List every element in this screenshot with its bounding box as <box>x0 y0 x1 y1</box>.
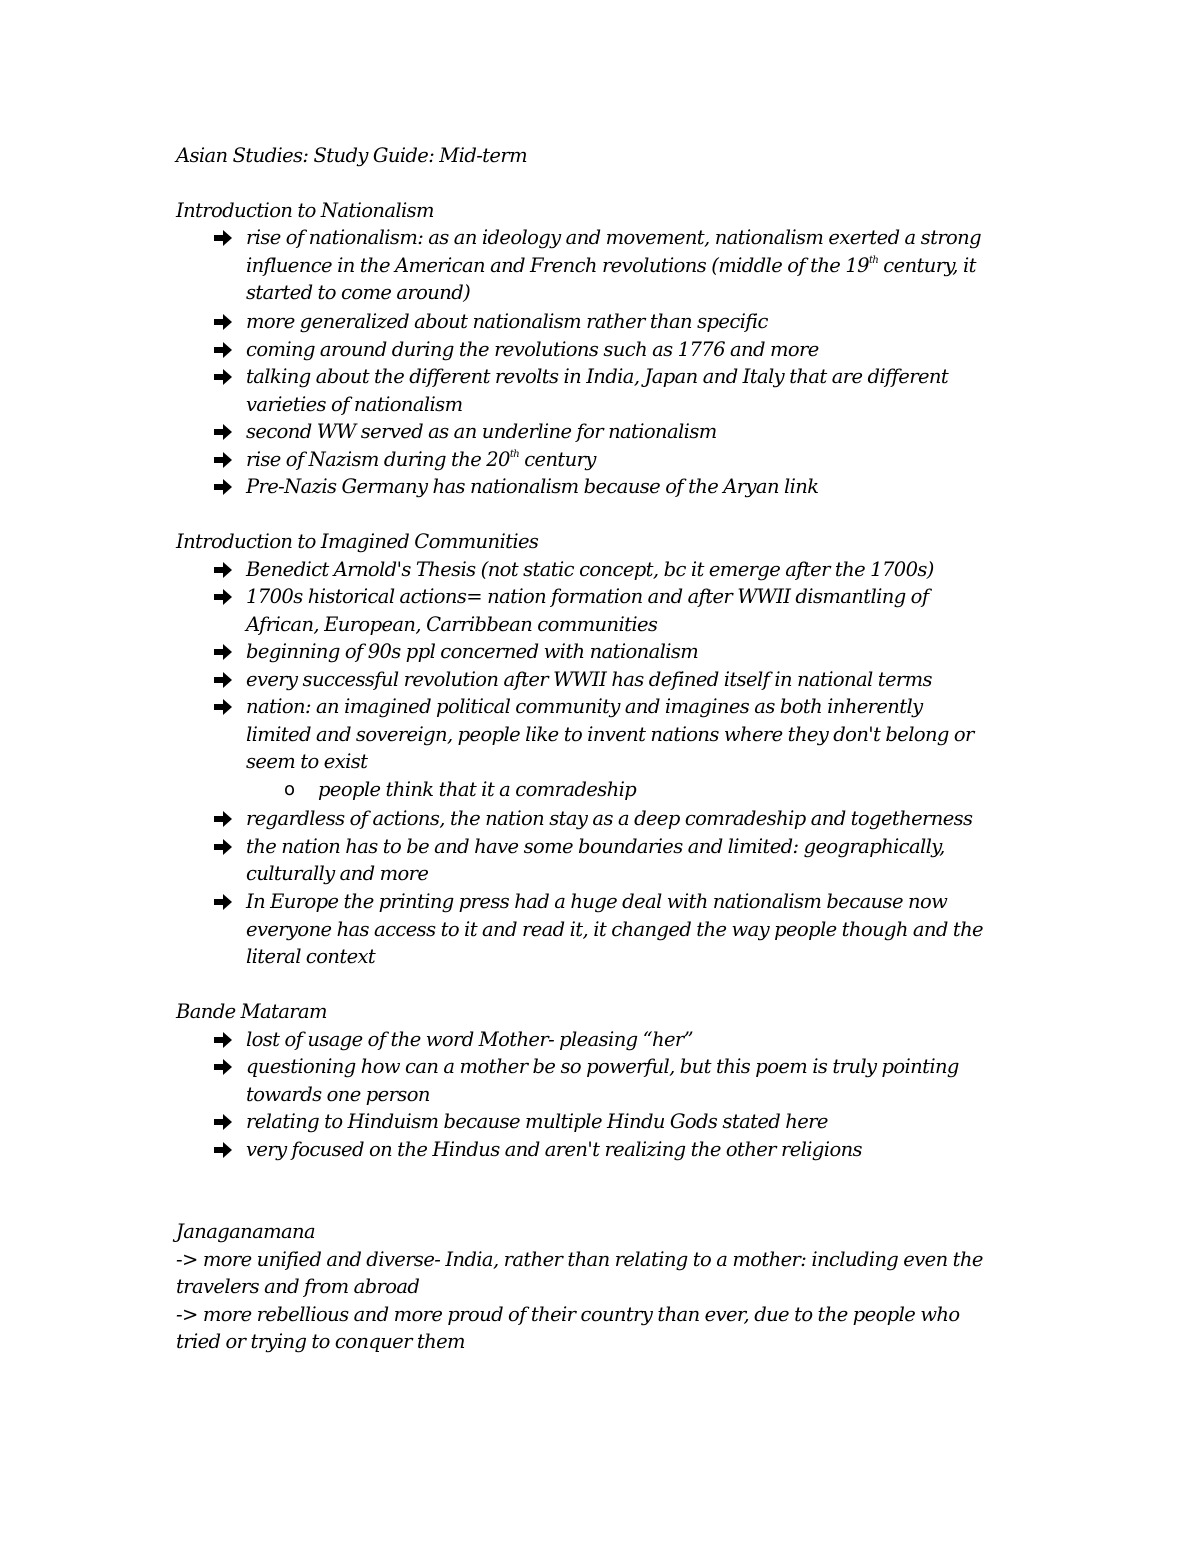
arrow-right-icon <box>212 891 238 917</box>
section-heading-imagined-communities: Introduction to Imagined Communities <box>176 530 539 553</box>
bullet-text: started to come around) <box>246 281 471 304</box>
bullet-text: lost of usage of the word Mother- pleasing “her” <box>246 1028 693 1051</box>
bullet-text: rise of nationalism: as an ideology and movement, nationalism exerted a strong <box>246 226 982 249</box>
bullet-text: very focused on the Hindus and aren't realizing the other religions <box>246 1138 862 1161</box>
bullet-text: rise of Nazism during the 20th century <box>246 448 596 471</box>
bullet-text: relating to Hinduism because multiple Hindu Gods stated here <box>246 1110 828 1133</box>
bullet-text: the nation has to be and have some boundaries and limited: geographically, <box>246 835 945 858</box>
document-title: Asian Studies: Study Guide: Mid-term <box>176 144 527 167</box>
arrow-right-icon <box>212 641 238 667</box>
bullet-text: Pre-Nazis Germany has nationalism because of the Aryan link <box>246 475 819 498</box>
section-heading-janaganamana: Janaganamana <box>176 1220 316 1243</box>
bullet-text: second WW served as an underline for nationalism <box>246 420 717 443</box>
arrow-right-icon <box>212 808 238 834</box>
paragraph-line: -> more rebellious and more proud of their country than ever, due to the people who <box>176 1303 960 1326</box>
bullet-text: more generalized about nationalism rather than specific <box>246 310 768 333</box>
arrow-right-icon <box>212 696 238 722</box>
arrow-right-icon <box>212 1111 238 1137</box>
bullet-text: African, European, Carribbean communities <box>246 613 658 636</box>
arrow-right-icon <box>212 1056 238 1082</box>
arrow-right-icon <box>212 586 238 612</box>
bullet-text: towards one person <box>246 1083 430 1106</box>
arrow-right-icon <box>212 339 238 365</box>
sub-bullet-text: people think that it a comradeship <box>318 778 637 801</box>
arrow-right-icon <box>212 421 238 447</box>
bullet-text: limited and sovereign, people like to invent nations where they don't belong or <box>246 723 974 746</box>
arrow-right-icon <box>212 476 238 502</box>
bullet-text: nation: an imagined political community and imagines as both inherently <box>246 695 923 718</box>
arrow-right-icon <box>212 559 238 585</box>
arrow-right-icon <box>212 311 238 337</box>
bullet-text: Benedict Arnold's Thesis (not static concept, bc it emerge after the 1700s) <box>246 558 934 581</box>
bullet-text: influence in the American and French revolutions (middle of the 19th century, it <box>246 254 976 277</box>
paragraph-line: travelers and from abroad <box>176 1275 420 1298</box>
bullet-text: beginning of 90s ppl concerned with nationalism <box>246 640 699 663</box>
arrow-right-icon <box>212 669 238 695</box>
bullet-text: varieties of nationalism <box>246 393 463 416</box>
arrow-right-icon <box>212 836 238 862</box>
bullet-text: seem to exist <box>246 750 368 773</box>
arrow-right-icon <box>212 1139 238 1165</box>
circle-bullet-icon: o <box>284 779 295 800</box>
section-heading-bande-mataram: Bande Mataram <box>176 1000 327 1023</box>
bullet-text: every successful revolution after WWII has defined itself in national terms <box>246 668 932 691</box>
paragraph-line: -> more unified and diverse- India, rather than relating to a mother: including even the <box>176 1248 983 1271</box>
bullet-text: In Europe the printing press had a huge deal with nationalism because now <box>246 890 948 913</box>
bullet-text: questioning how can a mother be so powerful, but this poem is truly pointing <box>246 1055 959 1078</box>
arrow-right-icon <box>212 366 238 392</box>
bullet-text: 1700s historical actions= nation formation and after WWII dismantling of <box>246 585 929 608</box>
bullet-text: everyone has access to it and read it, it changed the way people though and the <box>246 918 983 941</box>
bullet-text: talking about the different revolts in India, Japan and Italy that are different <box>246 365 949 388</box>
bullet-text: regardless of actions, the nation stay as a deep comradeship and togetherness <box>246 807 973 830</box>
section-heading-nationalism: Introduction to Nationalism <box>176 199 434 222</box>
arrow-right-icon <box>212 449 238 475</box>
bullet-text: literal context <box>246 945 376 968</box>
bullet-text: coming around during the revolutions such as 1776 and more <box>246 338 819 361</box>
arrow-right-icon <box>212 227 238 253</box>
arrow-right-icon <box>212 1029 238 1055</box>
paragraph-line: tried or trying to conquer them <box>176 1330 465 1353</box>
bullet-text: culturally and more <box>246 862 429 885</box>
